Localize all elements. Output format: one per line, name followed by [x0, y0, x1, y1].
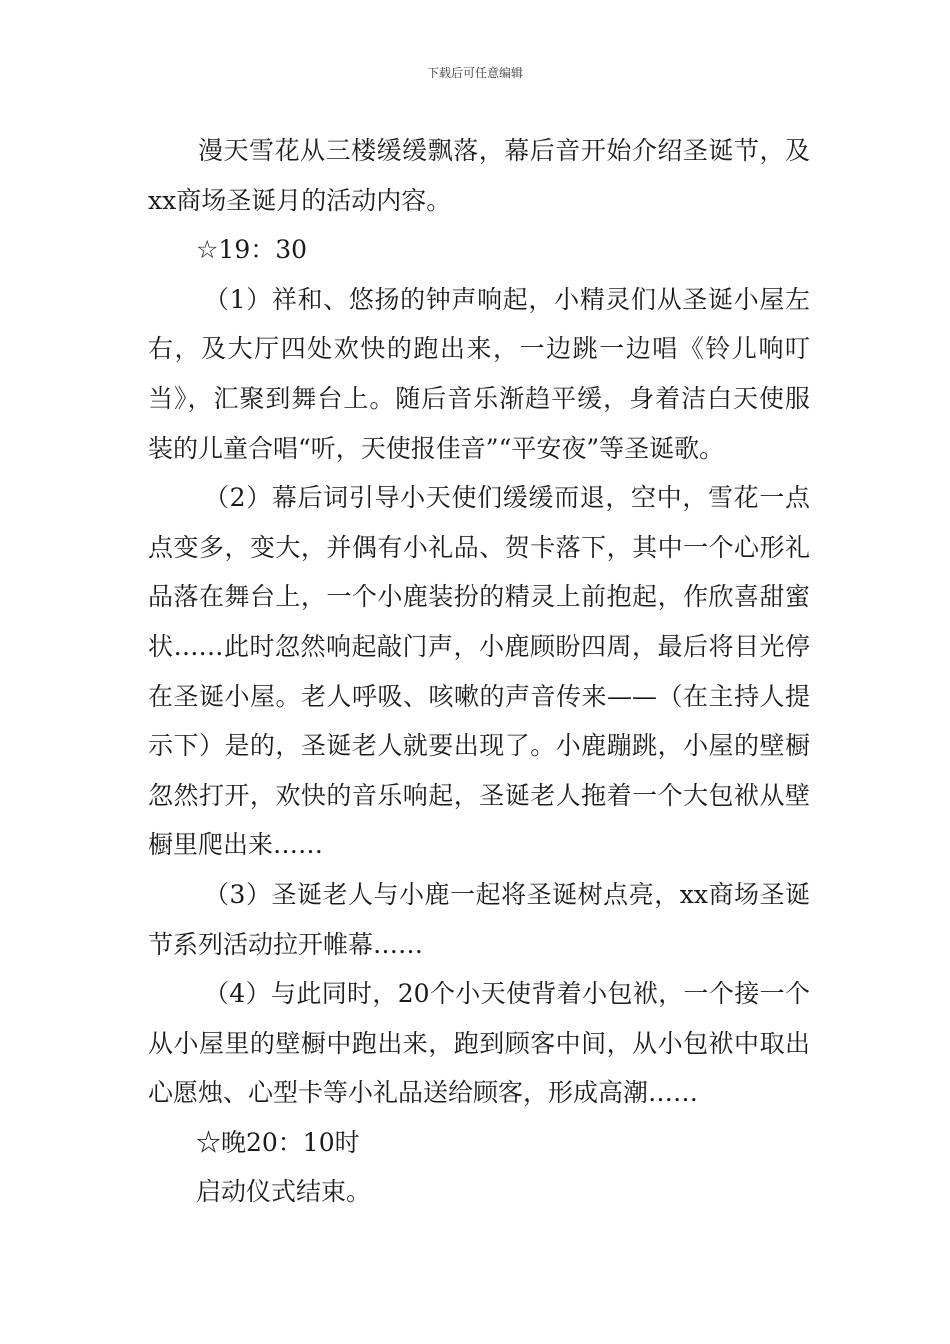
page-header-note: 下载后可任意编辑: [426, 66, 523, 80]
time-marker-1930: ☆19：30: [196, 235, 308, 265]
paragraph-step-4: （4）与此同时，20个小天使背着小包袱，一个接一个从小屋里的壁橱中跑出来，跑到顾客中间，从小包袱中取出心愿烛、心型卡等小礼品送给顾客，形成高潮……: [148, 979, 810, 1108]
paragraph-closing: 启动仪式结束。: [196, 1177, 372, 1207]
paragraph-intro: 漫天雪花从三楼缓缓飘落，幕后音开始介绍圣诞节，及xx商场圣诞月的活动内容。: [148, 136, 810, 215]
time-marker-2010: ☆晚20：10时: [196, 1127, 360, 1157]
paragraph-step-3: （3）圣诞老人与小鹿一起将圣诞树点亮，xx商场圣诞节系列活动拉开帷幕……: [148, 879, 810, 959]
paragraph-step-2: （2）幕后词引导小天使们缓缓而退，空中，雪花一点点变多，变大，并偶有小礼品、贺卡落下，其中一个心形礼品落在舞台上，一个小鹿装扮的精灵上前抱起，作欣喜甜蜜状……此时忽然响起敲门声，小鹿顾盼四周，最后将目光停在圣诞小屋。老人呼吸、咳嗽的声音传来——（在主持人提示下）是的，圣诞老人就要出现了。小鹿蹦跳，小屋的壁橱忽然打开，欢快的音乐响起，圣诞老人拖着一个大包袱从壁橱里爬出来……: [148, 483, 810, 860]
document-body: [148, 126, 810, 1217]
paragraph-step-1: （1）祥和、悠扬的钟声响起，小精灵们从圣诞小屋左右，及大厅四处欢快的跑出来，一边跳一边唱《铃儿响叮当》，汇聚到舞台上。随后音乐渐趋平缓，身着洁白天使服装的儿童合唱“听，天使报佳音”“平安夜”等圣诞歌。: [148, 284, 810, 463]
